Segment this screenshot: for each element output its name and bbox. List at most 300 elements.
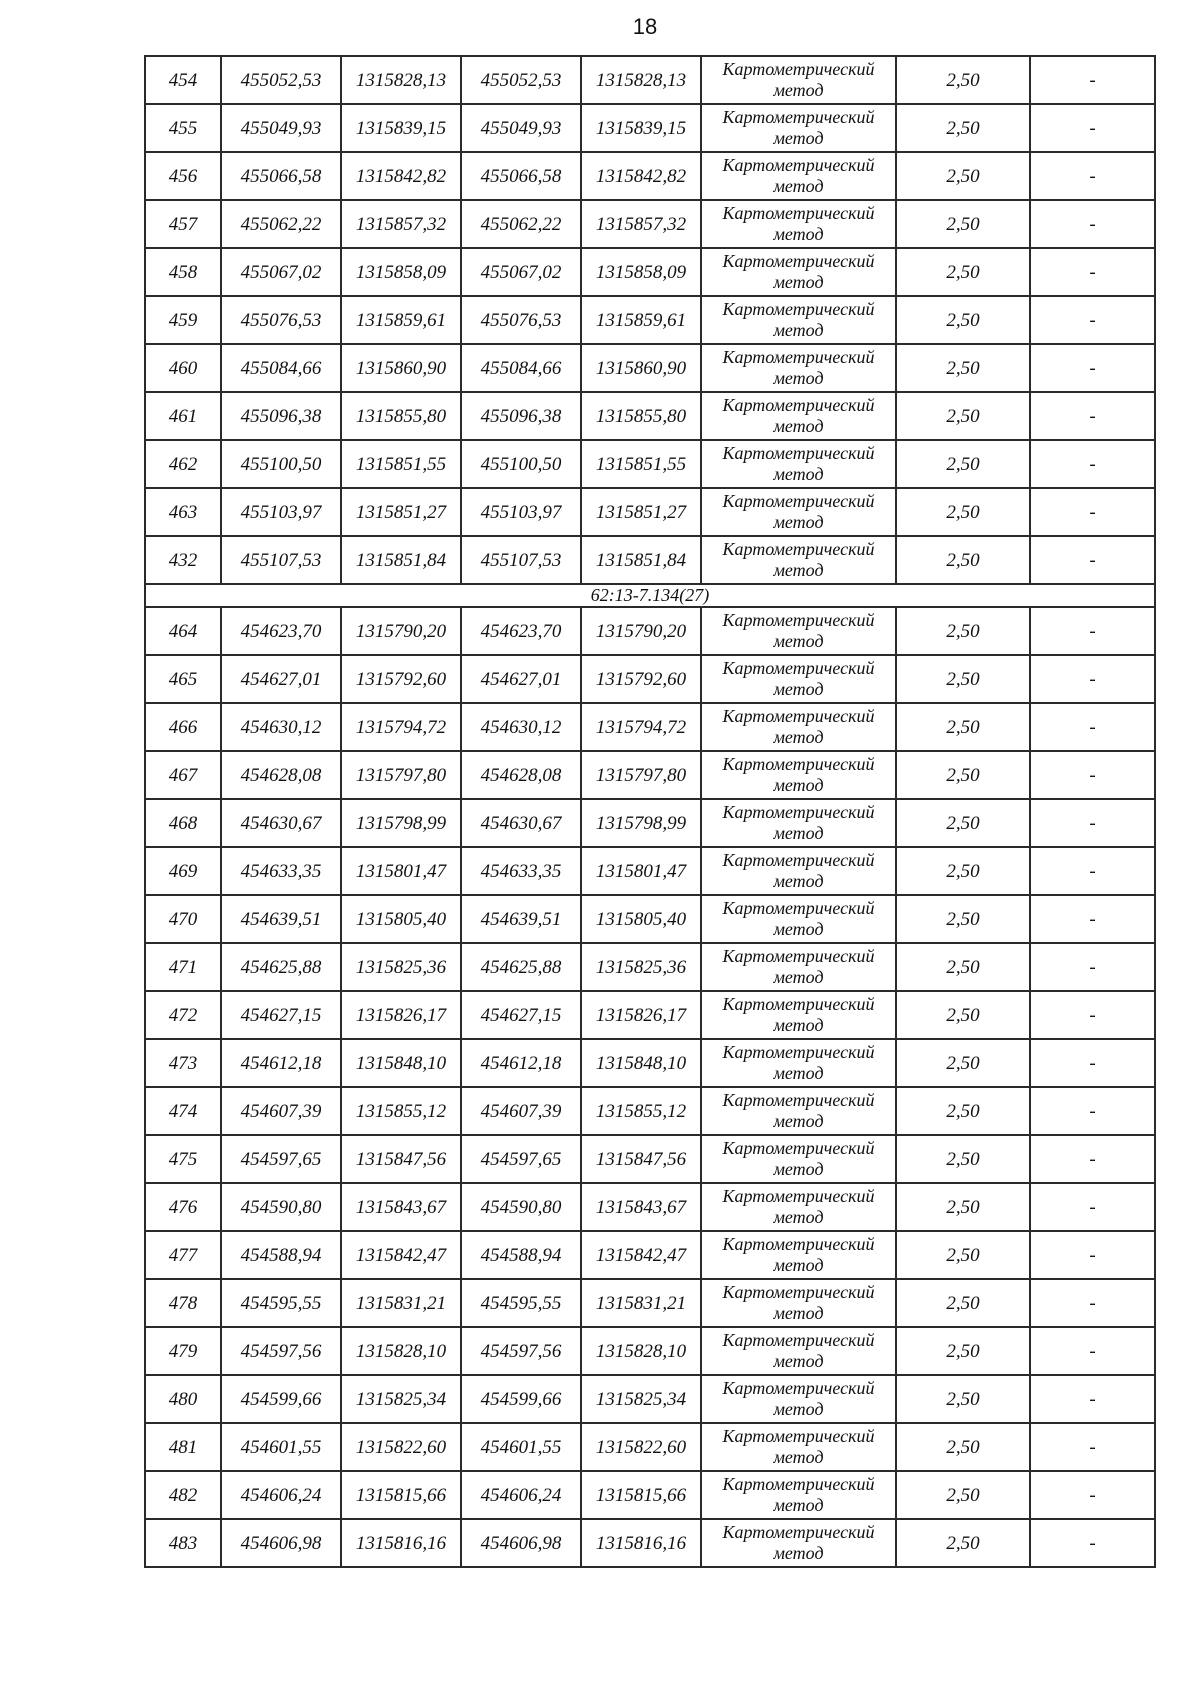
note-cell: - (1030, 1135, 1155, 1183)
method-label-line2: метод (773, 224, 824, 244)
point-number-cell: 432 (145, 536, 221, 584)
point-number-cell: 475 (145, 1135, 221, 1183)
method-label-line1: Картометрический (722, 802, 875, 822)
coordinates-table (144, 55, 1156, 1568)
method-label-line2: метод (773, 416, 824, 436)
method-cell (701, 1375, 896, 1423)
note-cell: - (1030, 200, 1155, 248)
y-coordinate-cell: 1315798,99 (581, 799, 701, 847)
note-cell: - (1030, 1279, 1155, 1327)
x-coordinate-cell: 454623,70 (221, 607, 341, 655)
method-label-line1: Картометрический (722, 994, 875, 1014)
note-cell: - (1030, 152, 1155, 200)
x-coordinate-cell: 454606,98 (221, 1519, 341, 1567)
table-row (145, 152, 1155, 200)
y-coordinate-cell: 1315792,60 (341, 655, 461, 703)
x-coordinate-cell: 455066,58 (461, 152, 581, 200)
method-cell (701, 1087, 896, 1135)
x-coordinate-cell: 455100,50 (221, 440, 341, 488)
method-label-line2: метод (773, 320, 824, 340)
method-label-line1: Картометрический (722, 491, 875, 511)
y-coordinate-cell: 1315859,61 (581, 296, 701, 344)
method-label-line2: метод (773, 823, 824, 843)
accuracy-cell: 2,50 (896, 847, 1030, 895)
point-number-cell: 469 (145, 847, 221, 895)
method-label-line2: метод (773, 1111, 824, 1131)
note-cell: - (1030, 1519, 1155, 1567)
y-coordinate-cell: 1315797,80 (341, 751, 461, 799)
x-coordinate-cell: 455062,22 (461, 200, 581, 248)
y-coordinate-cell: 1315848,10 (341, 1039, 461, 1087)
note-cell: - (1030, 104, 1155, 152)
y-coordinate-cell: 1315815,66 (341, 1471, 461, 1519)
point-number-cell: 454 (145, 56, 221, 104)
x-coordinate-cell: 454601,55 (221, 1423, 341, 1471)
x-coordinate-cell: 454606,24 (221, 1471, 341, 1519)
method-cell (701, 991, 896, 1039)
method-label-line2: метод (773, 1399, 824, 1419)
table-row (145, 200, 1155, 248)
y-coordinate-cell: 1315792,60 (581, 655, 701, 703)
y-coordinate-cell: 1315822,60 (341, 1423, 461, 1471)
accuracy-cell: 2,50 (896, 943, 1030, 991)
method-label-line1: Картометрический (722, 1474, 875, 1494)
method-label-line1: Картометрический (722, 155, 875, 175)
table-row (145, 607, 1155, 655)
accuracy-cell: 2,50 (896, 607, 1030, 655)
accuracy-cell: 2,50 (896, 1519, 1030, 1567)
method-label-line1: Картометрический (722, 1282, 875, 1302)
section-header-group (145, 584, 1155, 607)
accuracy-cell: 2,50 (896, 1087, 1030, 1135)
page-number: 18 (632, 14, 658, 39)
method-label-line1: Картометрический (722, 610, 875, 630)
accuracy-cell: 2,50 (896, 344, 1030, 392)
method-cell (701, 248, 896, 296)
method-cell (701, 1423, 896, 1471)
point-number-cell: 479 (145, 1327, 221, 1375)
method-label-line1: Картометрический (722, 658, 875, 678)
note-cell: - (1030, 1087, 1155, 1135)
y-coordinate-cell: 1315851,27 (581, 488, 701, 536)
y-coordinate-cell: 1315794,72 (581, 703, 701, 751)
note-cell: - (1030, 1471, 1155, 1519)
method-label-line2: метод (773, 560, 824, 580)
point-number-cell: 472 (145, 991, 221, 1039)
y-coordinate-cell: 1315851,84 (341, 536, 461, 584)
y-coordinate-cell: 1315858,09 (581, 248, 701, 296)
method-label-line1: Картометрический (722, 1522, 875, 1542)
table-row (145, 991, 1155, 1039)
point-number-cell: 481 (145, 1423, 221, 1471)
method-cell (701, 56, 896, 104)
x-coordinate-cell: 455049,93 (461, 104, 581, 152)
x-coordinate-cell: 455067,02 (221, 248, 341, 296)
point-number-cell: 483 (145, 1519, 221, 1567)
method-label-line1: Картометрический (722, 946, 875, 966)
x-coordinate-cell: 455076,53 (461, 296, 581, 344)
table-row (145, 655, 1155, 703)
point-number-cell: 478 (145, 1279, 221, 1327)
note-cell: - (1030, 607, 1155, 655)
method-label-line1: Картометрический (722, 107, 875, 127)
y-coordinate-cell: 1315794,72 (341, 703, 461, 751)
method-label-line2: метод (773, 272, 824, 292)
y-coordinate-cell: 1315831,21 (341, 1279, 461, 1327)
note-cell: - (1030, 655, 1155, 703)
accuracy-cell: 2,50 (896, 895, 1030, 943)
y-coordinate-cell: 1315855,80 (581, 392, 701, 440)
method-label-line2: метод (773, 631, 824, 651)
y-coordinate-cell: 1315839,15 (581, 104, 701, 152)
x-coordinate-cell: 454597,65 (221, 1135, 341, 1183)
y-coordinate-cell: 1315825,34 (581, 1375, 701, 1423)
method-cell (701, 655, 896, 703)
table-row (145, 1423, 1155, 1471)
x-coordinate-cell: 454606,98 (461, 1519, 581, 1567)
x-coordinate-cell: 454633,35 (461, 847, 581, 895)
y-coordinate-cell: 1315855,12 (581, 1087, 701, 1135)
point-number-cell: 476 (145, 1183, 221, 1231)
y-coordinate-cell: 1315860,90 (341, 344, 461, 392)
method-label-line1: Картометрический (722, 59, 875, 79)
point-number-cell: 477 (145, 1231, 221, 1279)
method-label-line1: Картометрический (722, 850, 875, 870)
point-number-cell: 471 (145, 943, 221, 991)
method-label-line1: Картометрический (722, 1138, 875, 1158)
accuracy-cell: 2,50 (896, 751, 1030, 799)
y-coordinate-cell: 1315860,90 (581, 344, 701, 392)
method-label-line2: метод (773, 128, 824, 148)
method-cell (701, 1471, 896, 1519)
method-label-line1: Картометрический (722, 1378, 875, 1398)
method-label-line1: Картометрический (722, 443, 875, 463)
y-coordinate-cell: 1315851,55 (581, 440, 701, 488)
x-coordinate-cell: 454606,24 (461, 1471, 581, 1519)
x-coordinate-cell: 455062,22 (221, 200, 341, 248)
table-row (145, 1519, 1155, 1567)
x-coordinate-cell: 454628,08 (461, 751, 581, 799)
note-cell: - (1030, 895, 1155, 943)
y-coordinate-cell: 1315815,66 (581, 1471, 701, 1519)
y-coordinate-cell: 1315828,10 (341, 1327, 461, 1375)
y-coordinate-cell: 1315842,82 (581, 152, 701, 200)
method-label-line2: метод (773, 727, 824, 747)
y-coordinate-cell: 1315839,15 (341, 104, 461, 152)
y-coordinate-cell: 1315797,80 (581, 751, 701, 799)
x-coordinate-cell: 454627,01 (221, 655, 341, 703)
y-coordinate-cell: 1315826,17 (341, 991, 461, 1039)
section-label: 62:13-7.134(27) (145, 584, 1155, 607)
x-coordinate-cell: 454630,67 (221, 799, 341, 847)
x-coordinate-cell: 455084,66 (221, 344, 341, 392)
method-cell (701, 895, 896, 943)
y-coordinate-cell: 1315855,12 (341, 1087, 461, 1135)
accuracy-cell: 2,50 (896, 655, 1030, 703)
table-row (145, 943, 1155, 991)
method-label-line2: метод (773, 967, 824, 987)
table-row (145, 1231, 1155, 1279)
method-cell (701, 296, 896, 344)
x-coordinate-cell: 454625,88 (461, 943, 581, 991)
note-cell: - (1030, 296, 1155, 344)
accuracy-cell: 2,50 (896, 1375, 1030, 1423)
method-label-line1: Картометрический (722, 347, 875, 367)
point-number-cell: 464 (145, 607, 221, 655)
method-label-line1: Картометрический (722, 1426, 875, 1446)
method-cell (701, 1327, 896, 1375)
y-coordinate-cell: 1315851,55 (341, 440, 461, 488)
method-cell (701, 152, 896, 200)
table-row (145, 1327, 1155, 1375)
note-cell: - (1030, 1423, 1155, 1471)
method-cell (701, 703, 896, 751)
method-label-line2: метод (773, 80, 824, 100)
accuracy-cell: 2,50 (896, 56, 1030, 104)
accuracy-cell: 2,50 (896, 1231, 1030, 1279)
y-coordinate-cell: 1315790,20 (581, 607, 701, 655)
method-label-line2: метод (773, 1159, 824, 1179)
table-row (145, 1087, 1155, 1135)
method-label-line2: метод (773, 1351, 824, 1371)
point-number-cell: 474 (145, 1087, 221, 1135)
y-coordinate-cell: 1315822,60 (581, 1423, 701, 1471)
method-label-line2: метод (773, 512, 824, 532)
method-label-line1: Картометрический (722, 299, 875, 319)
point-number-cell: 457 (145, 200, 221, 248)
x-coordinate-cell: 455103,97 (221, 488, 341, 536)
accuracy-cell: 2,50 (896, 1135, 1030, 1183)
point-number-cell: 465 (145, 655, 221, 703)
y-coordinate-cell: 1315798,99 (341, 799, 461, 847)
x-coordinate-cell: 454612,18 (461, 1039, 581, 1087)
method-cell (701, 344, 896, 392)
method-label-line2: метод (773, 464, 824, 484)
x-coordinate-cell: 454630,67 (461, 799, 581, 847)
table-row (145, 799, 1155, 847)
accuracy-cell: 2,50 (896, 536, 1030, 584)
y-coordinate-cell: 1315842,47 (581, 1231, 701, 1279)
x-coordinate-cell: 455103,97 (461, 488, 581, 536)
point-number-cell: 463 (145, 488, 221, 536)
y-coordinate-cell: 1315848,10 (581, 1039, 701, 1087)
x-coordinate-cell: 454627,01 (461, 655, 581, 703)
table-row (145, 847, 1155, 895)
method-label-line2: метод (773, 1303, 824, 1323)
method-label-line1: Картометрический (722, 395, 875, 415)
point-number-cell: 460 (145, 344, 221, 392)
note-cell: - (1030, 751, 1155, 799)
table-row (145, 1135, 1155, 1183)
point-number-cell: 466 (145, 703, 221, 751)
method-cell (701, 1279, 896, 1327)
x-coordinate-cell: 455049,93 (221, 104, 341, 152)
accuracy-cell: 2,50 (896, 200, 1030, 248)
x-coordinate-cell: 454607,39 (221, 1087, 341, 1135)
note-cell: - (1030, 536, 1155, 584)
point-number-cell: 461 (145, 392, 221, 440)
accuracy-cell: 2,50 (896, 440, 1030, 488)
x-coordinate-cell: 454590,80 (461, 1183, 581, 1231)
x-coordinate-cell: 455076,53 (221, 296, 341, 344)
method-cell (701, 1231, 896, 1279)
x-coordinate-cell: 454612,18 (221, 1039, 341, 1087)
method-label-line1: Картометрический (722, 1090, 875, 1110)
note-cell: - (1030, 392, 1155, 440)
method-label-line2: метод (773, 1063, 824, 1083)
y-coordinate-cell: 1315842,82 (341, 152, 461, 200)
y-coordinate-cell: 1315805,40 (341, 895, 461, 943)
y-coordinate-cell: 1315857,32 (581, 200, 701, 248)
x-coordinate-cell: 455084,66 (461, 344, 581, 392)
method-label-line2: метод (773, 1447, 824, 1467)
table-row (145, 392, 1155, 440)
x-coordinate-cell: 455107,53 (221, 536, 341, 584)
x-coordinate-cell: 454630,12 (221, 703, 341, 751)
table-row (145, 536, 1155, 584)
accuracy-cell: 2,50 (896, 1423, 1030, 1471)
section-header-row (145, 584, 1155, 607)
table-body-after-section (145, 607, 1155, 1567)
accuracy-cell: 2,50 (896, 1183, 1030, 1231)
method-label-line2: метод (773, 368, 824, 388)
x-coordinate-cell: 454590,80 (221, 1183, 341, 1231)
y-coordinate-cell: 1315855,80 (341, 392, 461, 440)
accuracy-cell: 2,50 (896, 152, 1030, 200)
x-coordinate-cell: 454601,55 (461, 1423, 581, 1471)
method-label-line2: метод (773, 871, 824, 891)
note-cell: - (1030, 1231, 1155, 1279)
x-coordinate-cell: 454630,12 (461, 703, 581, 751)
method-cell (701, 799, 896, 847)
y-coordinate-cell: 1315858,09 (341, 248, 461, 296)
x-coordinate-cell: 455052,53 (221, 56, 341, 104)
y-coordinate-cell: 1315801,47 (581, 847, 701, 895)
accuracy-cell: 2,50 (896, 703, 1030, 751)
accuracy-cell: 2,50 (896, 392, 1030, 440)
y-coordinate-cell: 1315843,67 (341, 1183, 461, 1231)
y-coordinate-cell: 1315859,61 (341, 296, 461, 344)
method-label-line1: Картометрический (722, 539, 875, 559)
table-row (145, 344, 1155, 392)
y-coordinate-cell: 1315828,13 (341, 56, 461, 104)
method-label-line1: Картометрический (722, 1186, 875, 1206)
accuracy-cell: 2,50 (896, 488, 1030, 536)
point-number-cell: 473 (145, 1039, 221, 1087)
point-number-cell: 462 (145, 440, 221, 488)
table-row (145, 1183, 1155, 1231)
point-number-cell: 456 (145, 152, 221, 200)
note-cell: - (1030, 1327, 1155, 1375)
method-label-line1: Картометрический (722, 1042, 875, 1062)
note-cell: - (1030, 56, 1155, 104)
method-cell (701, 104, 896, 152)
x-coordinate-cell: 454639,51 (461, 895, 581, 943)
method-label-line2: метод (773, 919, 824, 939)
point-number-cell: 480 (145, 1375, 221, 1423)
y-coordinate-cell: 1315825,34 (341, 1375, 461, 1423)
table-row (145, 895, 1155, 943)
method-cell (701, 200, 896, 248)
method-label-line2: метод (773, 679, 824, 699)
accuracy-cell: 2,50 (896, 104, 1030, 152)
method-cell (701, 536, 896, 584)
x-coordinate-cell: 454599,66 (461, 1375, 581, 1423)
accuracy-cell: 2,50 (896, 296, 1030, 344)
table-row (145, 296, 1155, 344)
x-coordinate-cell: 454595,55 (221, 1279, 341, 1327)
method-cell (701, 392, 896, 440)
method-label-line2: метод (773, 775, 824, 795)
y-coordinate-cell: 1315828,13 (581, 56, 701, 104)
x-coordinate-cell: 455096,38 (221, 392, 341, 440)
y-coordinate-cell: 1315847,56 (341, 1135, 461, 1183)
point-number-cell: 482 (145, 1471, 221, 1519)
table-row (145, 751, 1155, 799)
method-cell (701, 440, 896, 488)
method-label-line2: метод (773, 1255, 824, 1275)
accuracy-cell: 2,50 (896, 1471, 1030, 1519)
method-label-line1: Картометрический (722, 1330, 875, 1350)
y-coordinate-cell: 1315790,20 (341, 607, 461, 655)
x-coordinate-cell: 455096,38 (461, 392, 581, 440)
note-cell: - (1030, 344, 1155, 392)
y-coordinate-cell: 1315851,27 (341, 488, 461, 536)
x-coordinate-cell: 454597,56 (461, 1327, 581, 1375)
method-label-line2: метод (773, 1015, 824, 1035)
x-coordinate-cell: 454588,94 (221, 1231, 341, 1279)
y-coordinate-cell: 1315816,16 (341, 1519, 461, 1567)
note-cell: - (1030, 1183, 1155, 1231)
x-coordinate-cell: 454633,35 (221, 847, 341, 895)
method-label-line2: метод (773, 176, 824, 196)
method-cell (701, 607, 896, 655)
y-coordinate-cell: 1315816,16 (581, 1519, 701, 1567)
table-row (145, 104, 1155, 152)
method-label-line2: метод (773, 1543, 824, 1563)
point-number-cell: 470 (145, 895, 221, 943)
x-coordinate-cell: 454597,65 (461, 1135, 581, 1183)
note-cell: - (1030, 248, 1155, 296)
y-coordinate-cell: 1315828,10 (581, 1327, 701, 1375)
note-cell: - (1030, 1039, 1155, 1087)
note-cell: - (1030, 847, 1155, 895)
note-cell: - (1030, 703, 1155, 751)
x-coordinate-cell: 455100,50 (461, 440, 581, 488)
table-row (145, 1279, 1155, 1327)
y-coordinate-cell: 1315847,56 (581, 1135, 701, 1183)
accuracy-cell: 2,50 (896, 991, 1030, 1039)
method-cell (701, 1183, 896, 1231)
point-number-cell: 459 (145, 296, 221, 344)
x-coordinate-cell: 454597,56 (221, 1327, 341, 1375)
method-label-line1: Картометрический (722, 251, 875, 271)
x-coordinate-cell: 455066,58 (221, 152, 341, 200)
accuracy-cell: 2,50 (896, 1039, 1030, 1087)
x-coordinate-cell: 454625,88 (221, 943, 341, 991)
table-body-before-section (145, 56, 1155, 584)
table-row (145, 1375, 1155, 1423)
table-row (145, 440, 1155, 488)
method-label-line1: Картометрический (722, 754, 875, 774)
x-coordinate-cell: 454627,15 (461, 991, 581, 1039)
x-coordinate-cell: 454627,15 (221, 991, 341, 1039)
x-coordinate-cell: 454607,39 (461, 1087, 581, 1135)
table-row (145, 703, 1155, 751)
point-number-cell: 458 (145, 248, 221, 296)
method-cell (701, 943, 896, 991)
table-row (145, 1471, 1155, 1519)
